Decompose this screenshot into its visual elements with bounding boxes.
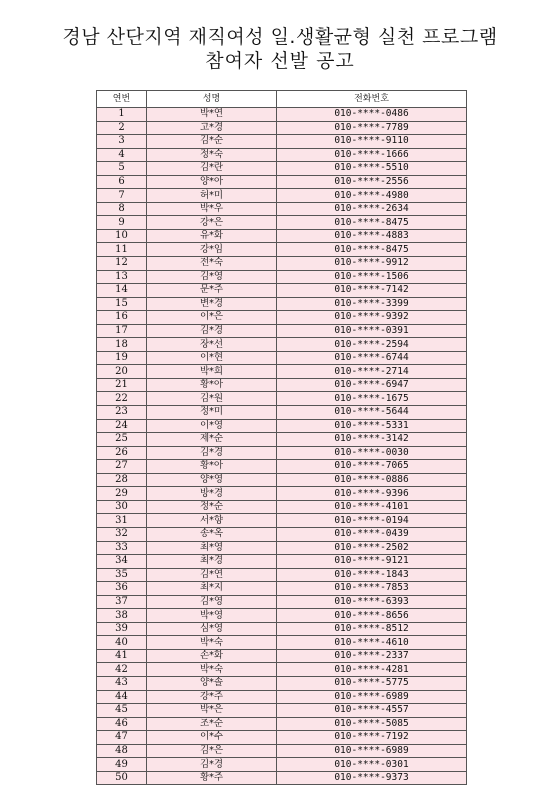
- column-header-phone: 전화번호: [277, 91, 467, 108]
- cell-phone: 010-****-4883: [277, 229, 467, 243]
- cell-name: 고*경: [147, 121, 277, 135]
- cell-phone: 010-****-3399: [277, 297, 467, 311]
- cell-number: 25: [97, 433, 147, 447]
- table-row: [97, 487, 467, 501]
- cell-phone: 010-****-6393: [277, 595, 467, 609]
- cell-number: 4: [97, 148, 147, 162]
- cell-phone: 010-****-0391: [277, 324, 467, 338]
- cell-phone: 010-****-1506: [277, 270, 467, 284]
- cell-phone: 010-****-0439: [277, 527, 467, 541]
- cell-name: 김*순: [147, 135, 277, 149]
- table-row: [97, 473, 467, 487]
- cell-name: 황*아: [147, 460, 277, 474]
- table-row: [97, 243, 467, 257]
- table-row: [97, 216, 467, 230]
- cell-phone: 010-****-1843: [277, 568, 467, 582]
- cell-phone: 010-****-2556: [277, 175, 467, 189]
- table-row: [97, 365, 467, 379]
- cell-number: 21: [97, 378, 147, 392]
- cell-number: 24: [97, 419, 147, 433]
- table-row: [97, 663, 467, 677]
- cell-phone: 010-****-6947: [277, 378, 467, 392]
- column-header-number: 연번: [97, 91, 147, 108]
- cell-number: 26: [97, 446, 147, 460]
- cell-name: 문*주: [147, 284, 277, 298]
- cell-phone: 010-****-9396: [277, 487, 467, 501]
- table-row: [97, 460, 467, 474]
- cell-phone: 010-****-8475: [277, 243, 467, 257]
- cell-number: 45: [97, 704, 147, 718]
- cell-number: 37: [97, 595, 147, 609]
- table-row: [97, 433, 467, 447]
- table-row: [97, 758, 467, 772]
- cell-name: 조*순: [147, 717, 277, 731]
- cell-phone: 010-****-4980: [277, 189, 467, 203]
- cell-number: 11: [97, 243, 147, 257]
- cell-name: 최*지: [147, 582, 277, 596]
- table-row: [97, 108, 467, 122]
- cell-name: 장*선: [147, 338, 277, 352]
- cell-name: 강*은: [147, 216, 277, 230]
- cell-name: 이*영: [147, 419, 277, 433]
- cell-number: 27: [97, 460, 147, 474]
- table-row: [97, 649, 467, 663]
- cell-name: 전*숙: [147, 257, 277, 271]
- cell-phone: 010-****-2502: [277, 541, 467, 555]
- cell-name: 김*경: [147, 758, 277, 772]
- cell-name: 김*경: [147, 446, 277, 460]
- cell-number: 20: [97, 365, 147, 379]
- table-row: [97, 175, 467, 189]
- cell-name: 김*란: [147, 162, 277, 176]
- cell-phone: 010-****-5644: [277, 406, 467, 420]
- table-row: [97, 622, 467, 636]
- cell-number: 19: [97, 351, 147, 365]
- table-row: [97, 731, 467, 745]
- table-row: [97, 270, 467, 284]
- cell-phone: 010-****-0486: [277, 108, 467, 122]
- document-title: 경남 산단지역 재직여성 일.생활균형 실천 프로그램: [62, 26, 498, 48]
- cell-phone: 010-****-5775: [277, 676, 467, 690]
- cell-name: 양*아: [147, 175, 277, 189]
- table-row: [97, 189, 467, 203]
- cell-phone: 010-****-6989: [277, 744, 467, 758]
- cell-name: 변*경: [147, 297, 277, 311]
- cell-number: 29: [97, 487, 147, 501]
- cell-name: 박*은: [147, 704, 277, 718]
- cell-phone: 010-****-6989: [277, 690, 467, 704]
- cell-number: 40: [97, 636, 147, 650]
- cell-number: 36: [97, 582, 147, 596]
- cell-name: 이*현: [147, 351, 277, 365]
- cell-name: 김*은: [147, 744, 277, 758]
- table-row: [97, 257, 467, 271]
- cell-phone: 010-****-8656: [277, 609, 467, 623]
- cell-phone: 010-****-2714: [277, 365, 467, 379]
- table-row: [97, 636, 467, 650]
- cell-phone: 010-****-9392: [277, 311, 467, 325]
- table-row: [97, 378, 467, 392]
- cell-phone: 010-****-9373: [277, 771, 467, 785]
- cell-phone: 010-****-0886: [277, 473, 467, 487]
- cell-name: 정*미: [147, 406, 277, 420]
- cell-phone: 010-****-7789: [277, 121, 467, 135]
- cell-name: 방*경: [147, 487, 277, 501]
- table-header-row: [97, 91, 467, 108]
- cell-name: 손*화: [147, 649, 277, 663]
- cell-name: 정*순: [147, 500, 277, 514]
- cell-number: 6: [97, 175, 147, 189]
- cell-phone: 010-****-9912: [277, 257, 467, 271]
- table-row: [97, 202, 467, 216]
- cell-name: 박*우: [147, 202, 277, 216]
- cell-name: 최*경: [147, 555, 277, 569]
- table-row: [97, 284, 467, 298]
- table-row: [97, 527, 467, 541]
- cell-name: 이*은: [147, 311, 277, 325]
- cell-phone: 010-****-8475: [277, 216, 467, 230]
- cell-name: 박*연: [147, 108, 277, 122]
- cell-phone: 010-****-5085: [277, 717, 467, 731]
- cell-phone: 010-****-9121: [277, 555, 467, 569]
- cell-name: 허*미: [147, 189, 277, 203]
- cell-phone: 010-****-2634: [277, 202, 467, 216]
- cell-phone: 010-****-7142: [277, 284, 467, 298]
- document-subtitle: 참여자 선발 공고: [205, 50, 355, 72]
- cell-number: 10: [97, 229, 147, 243]
- cell-number: 33: [97, 541, 147, 555]
- cell-number: 34: [97, 555, 147, 569]
- cell-number: 3: [97, 135, 147, 149]
- cell-number: 43: [97, 676, 147, 690]
- cell-phone: 010-****-4101: [277, 500, 467, 514]
- cell-name: 황*주: [147, 771, 277, 785]
- table-row: [97, 500, 467, 514]
- cell-number: 14: [97, 284, 147, 298]
- table-row: [97, 406, 467, 420]
- cell-number: 31: [97, 514, 147, 528]
- cell-phone: 010-****-1675: [277, 392, 467, 406]
- cell-number: 30: [97, 500, 147, 514]
- table-row: [97, 162, 467, 176]
- cell-number: 23: [97, 406, 147, 420]
- cell-name: 유*화: [147, 229, 277, 243]
- cell-phone: 010-****-4610: [277, 636, 467, 650]
- table-row: [97, 135, 467, 149]
- cell-name: 김*경: [147, 324, 277, 338]
- cell-name: 김*연: [147, 568, 277, 582]
- cell-number: 39: [97, 622, 147, 636]
- cell-name: 김*영: [147, 270, 277, 284]
- cell-number: 48: [97, 744, 147, 758]
- table-row: [97, 690, 467, 704]
- table-row: [97, 609, 467, 623]
- cell-name: 강*주: [147, 690, 277, 704]
- cell-number: 1: [97, 108, 147, 122]
- cell-phone: 010-****-5331: [277, 419, 467, 433]
- cell-phone: 010-****-5510: [277, 162, 467, 176]
- cell-name: 양*영: [147, 473, 277, 487]
- cell-name: 김*원: [147, 392, 277, 406]
- cell-number: 18: [97, 338, 147, 352]
- cell-name: 박*숙: [147, 663, 277, 677]
- cell-phone: 010-****-7192: [277, 731, 467, 745]
- table-row: [97, 148, 467, 162]
- cell-name: 박*희: [147, 365, 277, 379]
- table-row: [97, 555, 467, 569]
- cell-number: 38: [97, 609, 147, 623]
- cell-phone: 010-****-4557: [277, 704, 467, 718]
- table-row: [97, 744, 467, 758]
- cell-phone: 010-****-0301: [277, 758, 467, 772]
- cell-name: 최*영: [147, 541, 277, 555]
- cell-phone: 010-****-9110: [277, 135, 467, 149]
- cell-phone: 010-****-2594: [277, 338, 467, 352]
- cell-number: 12: [97, 257, 147, 271]
- table-row: [97, 121, 467, 135]
- cell-phone: 010-****-1666: [277, 148, 467, 162]
- table-row: [97, 446, 467, 460]
- table-row: [97, 419, 467, 433]
- column-header-name: 성명: [147, 91, 277, 108]
- table-row: [97, 392, 467, 406]
- cell-name: 심*영: [147, 622, 277, 636]
- cell-phone: 010-****-4281: [277, 663, 467, 677]
- cell-name: 정*숙: [147, 148, 277, 162]
- cell-name: 제*순: [147, 433, 277, 447]
- cell-number: 15: [97, 297, 147, 311]
- cell-number: 13: [97, 270, 147, 284]
- cell-number: 32: [97, 527, 147, 541]
- cell-number: 8: [97, 202, 147, 216]
- cell-number: 49: [97, 758, 147, 772]
- cell-number: 2: [97, 121, 147, 135]
- table-row: [97, 514, 467, 528]
- table-row: [97, 771, 467, 785]
- participant-table: [96, 90, 467, 785]
- cell-number: 50: [97, 771, 147, 785]
- cell-number: 47: [97, 731, 147, 745]
- cell-phone: 010-****-0194: [277, 514, 467, 528]
- cell-phone: 010-****-2337: [277, 649, 467, 663]
- cell-number: 17: [97, 324, 147, 338]
- cell-number: 28: [97, 473, 147, 487]
- cell-phone: 010-****-3142: [277, 433, 467, 447]
- cell-number: 9: [97, 216, 147, 230]
- cell-number: 16: [97, 311, 147, 325]
- cell-number: 46: [97, 717, 147, 731]
- cell-phone: 010-****-7065: [277, 460, 467, 474]
- cell-name: 황*아: [147, 378, 277, 392]
- table-row: [97, 595, 467, 609]
- table-row: [97, 351, 467, 365]
- table-row: [97, 311, 467, 325]
- table-row: [97, 717, 467, 731]
- table-row: [97, 338, 467, 352]
- table-row: [97, 324, 467, 338]
- table-row: [97, 568, 467, 582]
- cell-name: 김*영: [147, 595, 277, 609]
- cell-phone: 010-****-7853: [277, 582, 467, 596]
- cell-phone: 010-****-0030: [277, 446, 467, 460]
- cell-phone: 010-****-8512: [277, 622, 467, 636]
- cell-number: 35: [97, 568, 147, 582]
- table-row: [97, 704, 467, 718]
- table-row: [97, 229, 467, 243]
- cell-name: 서*향: [147, 514, 277, 528]
- cell-name: 박*영: [147, 609, 277, 623]
- cell-name: 이*수: [147, 731, 277, 745]
- cell-number: 7: [97, 189, 147, 203]
- cell-number: 42: [97, 663, 147, 677]
- cell-number: 44: [97, 690, 147, 704]
- cell-name: 송*옥: [147, 527, 277, 541]
- cell-number: 41: [97, 649, 147, 663]
- table-row: [97, 541, 467, 555]
- cell-name: 강*임: [147, 243, 277, 257]
- cell-phone: 010-****-6744: [277, 351, 467, 365]
- table-row: [97, 582, 467, 596]
- table-row: [97, 297, 467, 311]
- cell-name: 양*솔: [147, 676, 277, 690]
- cell-name: 박*숙: [147, 636, 277, 650]
- cell-number: 5: [97, 162, 147, 176]
- table-row: [97, 676, 467, 690]
- cell-number: 22: [97, 392, 147, 406]
